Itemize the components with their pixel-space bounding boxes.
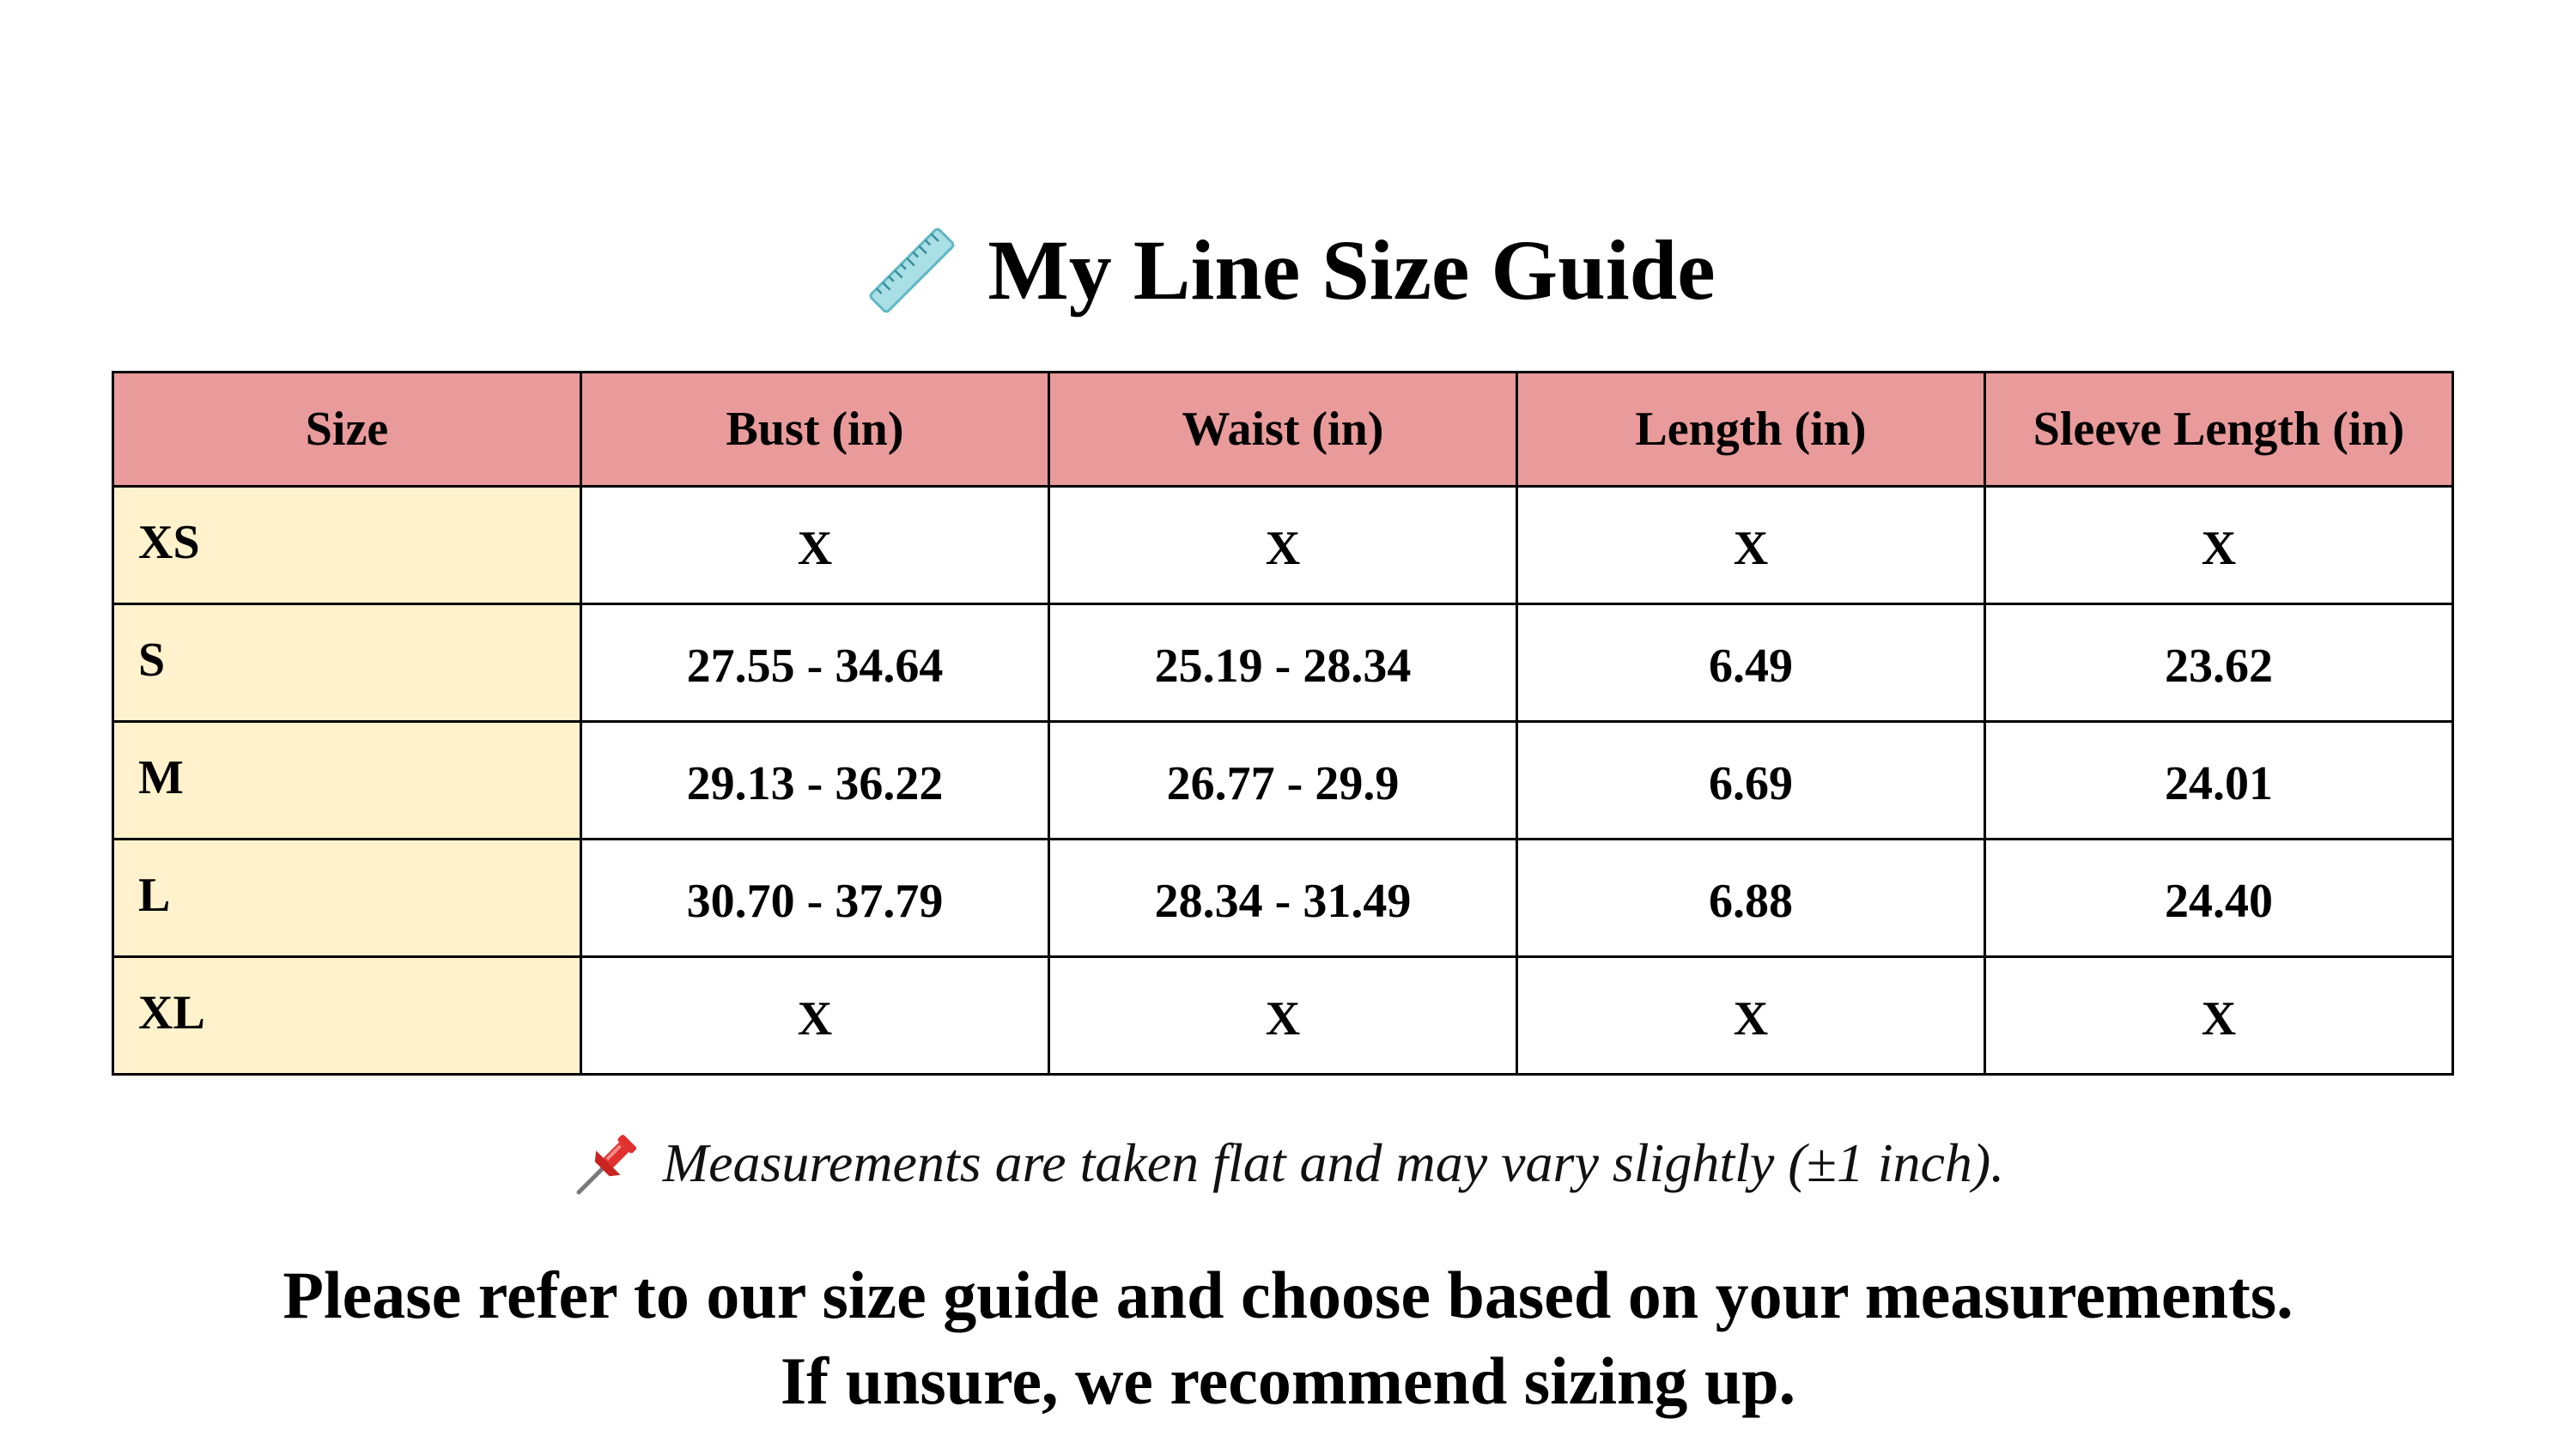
size-chart-table — [112, 371, 2454, 1076]
length-value: X — [1517, 487, 1985, 604]
header-waist: Waist (in) — [1049, 373, 1517, 487]
measurement-note — [0, 1125, 2576, 1202]
table-row — [113, 487, 2453, 604]
table-header-row — [113, 373, 2453, 487]
length-value: 6.69 — [1517, 722, 1985, 840]
note-text: Measurements are taken flat and may vary slightly (±1 inch). — [662, 1132, 2005, 1193]
header-size: Size — [113, 373, 581, 487]
page-title-row — [0, 206, 2576, 335]
table-row — [113, 722, 2453, 840]
sleeve-length-value: X — [1985, 957, 2453, 1075]
length-value: 6.88 — [1517, 840, 1985, 957]
bust-value: 27.55 - 34.64 — [581, 604, 1049, 722]
header-length: Length (in) — [1517, 373, 1985, 487]
sleeve-length-value: 24.40 — [1985, 840, 2453, 957]
waist-value: X — [1049, 487, 1517, 604]
header-bust: Bust (in) — [581, 373, 1049, 487]
size-label: L — [113, 840, 581, 957]
sizing-advice-line-1: Please refer to our size guide and choose based on your measurements. — [283, 1258, 2293, 1332]
size-label: S — [113, 604, 581, 722]
sleeve-length-value: 24.01 — [1985, 722, 2453, 840]
sleeve-length-value: X — [1985, 487, 2453, 604]
waist-value: X — [1049, 957, 1517, 1075]
length-value: X — [1517, 957, 1985, 1075]
table-row — [113, 957, 2453, 1075]
waist-value: 26.77 - 29.9 — [1049, 722, 1517, 840]
bust-value: 29.13 - 36.22 — [581, 722, 1049, 840]
size-label: XS — [113, 487, 581, 604]
pushpin-icon — [572, 1127, 644, 1199]
bust-value: X — [581, 487, 1049, 604]
table-row — [113, 840, 2453, 957]
waist-value: 28.34 - 31.49 — [1049, 840, 1517, 957]
sizing-advice-line-2: If unsure, we recommend sizing up. — [780, 1343, 1796, 1418]
size-label: M — [113, 722, 581, 840]
size-label: XL — [113, 957, 581, 1075]
ruler-icon — [860, 219, 963, 322]
table-row — [113, 604, 2453, 722]
sleeve-length-value: 23.62 — [1985, 604, 2453, 722]
bust-value: X — [581, 957, 1049, 1075]
length-value: 6.49 — [1517, 604, 1985, 722]
page-title: My Line Size Guide — [987, 222, 1716, 318]
header-sleeve-length: Sleeve Length (in) — [1985, 373, 2453, 487]
waist-value: 25.19 - 28.34 — [1049, 604, 1517, 722]
bust-value: 30.70 - 37.79 — [581, 840, 1049, 957]
